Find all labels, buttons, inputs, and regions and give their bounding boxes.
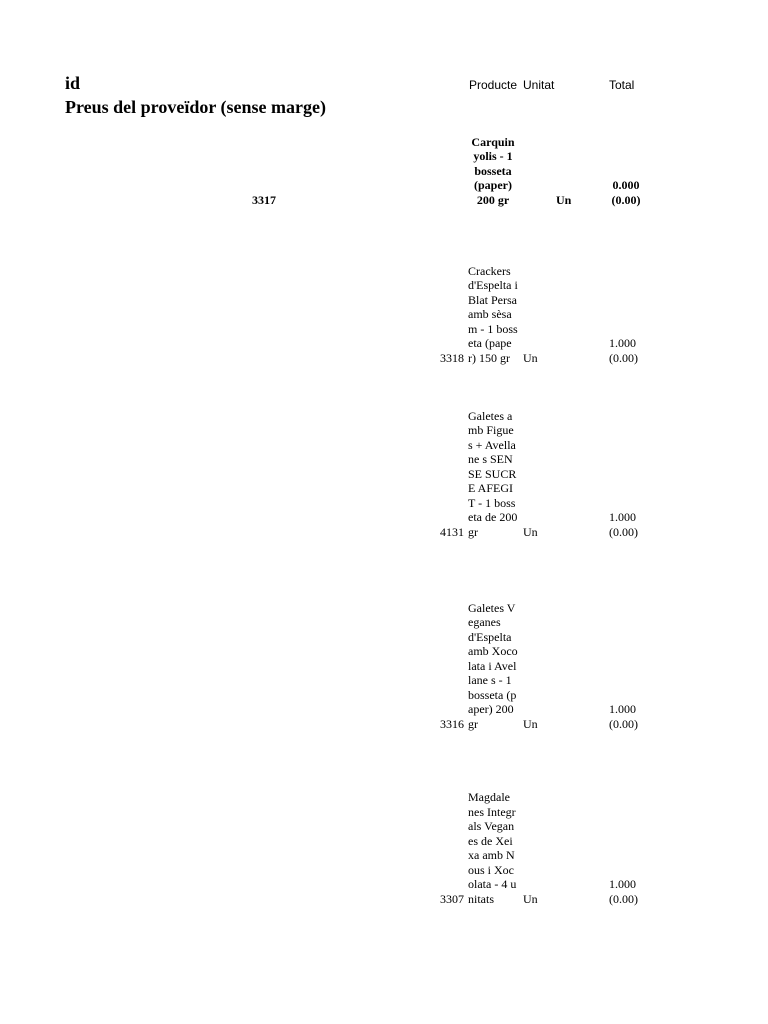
row-total: [609, 178, 643, 207]
row-id: 3307: [440, 891, 464, 906]
row-product: Galetes Veganes d'Espelta amb Xocolata i Avellane s - 1 bosseta (paper) 200 gr: [468, 600, 518, 731]
column-header-total: Total: [609, 78, 635, 92]
row-product: Galetes amb Figues + Avellane s SENSE SUCRE AFEGIT - 1 bosseta de 200 gr: [468, 408, 518, 539]
row-id: 3318: [440, 350, 464, 365]
row-total-sub: (0.00): [609, 350, 638, 365]
row-total-value: 1.000: [609, 877, 636, 891]
row-unit: Un: [523, 716, 538, 731]
row-unit: Un: [523, 350, 538, 365]
id-heading: id: [65, 73, 81, 93]
column-header-unit: Unitat: [523, 78, 555, 92]
table-row: [0, 220, 768, 365]
row-product: Carquin yolis - 1 bosseta (paper) 200 gr: [471, 134, 515, 207]
row-id: 3317: [252, 192, 276, 207]
row-total: [609, 336, 638, 365]
row-total-value: 1.000: [609, 510, 636, 524]
table-row: [0, 120, 768, 207]
column-header-product: Producte: [469, 78, 518, 92]
table-row: [0, 745, 768, 906]
row-product: Magdale nes Integrals Veganes de Xeixa amb Nous i Xocolata - 4 unitats: [468, 790, 517, 906]
row-total-sub: (0.00): [609, 524, 638, 539]
row-total-value: 0.000: [612, 178, 640, 192]
row-total-value: 1.000: [609, 702, 636, 716]
table-row: [0, 380, 768, 539]
row-total-sub: (0.00): [611, 192, 641, 207]
row-total: [609, 702, 638, 731]
table-row: [0, 556, 768, 731]
page-header: [65, 72, 326, 120]
row-product: Crackers d'Espelta i Blat Persa amb sèsam - 1 bosseta (paper) 150 gr: [468, 263, 518, 365]
page-title: Preus del proveïdor (sense marge): [65, 97, 326, 117]
row-total-value: 1.000: [609, 336, 636, 350]
row-total: [609, 877, 638, 906]
row-id: 4131: [440, 524, 464, 539]
row-unit: Un: [523, 891, 538, 906]
row-total-sub: (0.00): [609, 891, 638, 906]
row-total-sub: (0.00): [609, 716, 638, 731]
row-unit: Un: [523, 524, 538, 539]
row-unit: Un: [556, 192, 572, 207]
row-id: 3316: [440, 716, 464, 731]
row-total: [609, 510, 638, 539]
